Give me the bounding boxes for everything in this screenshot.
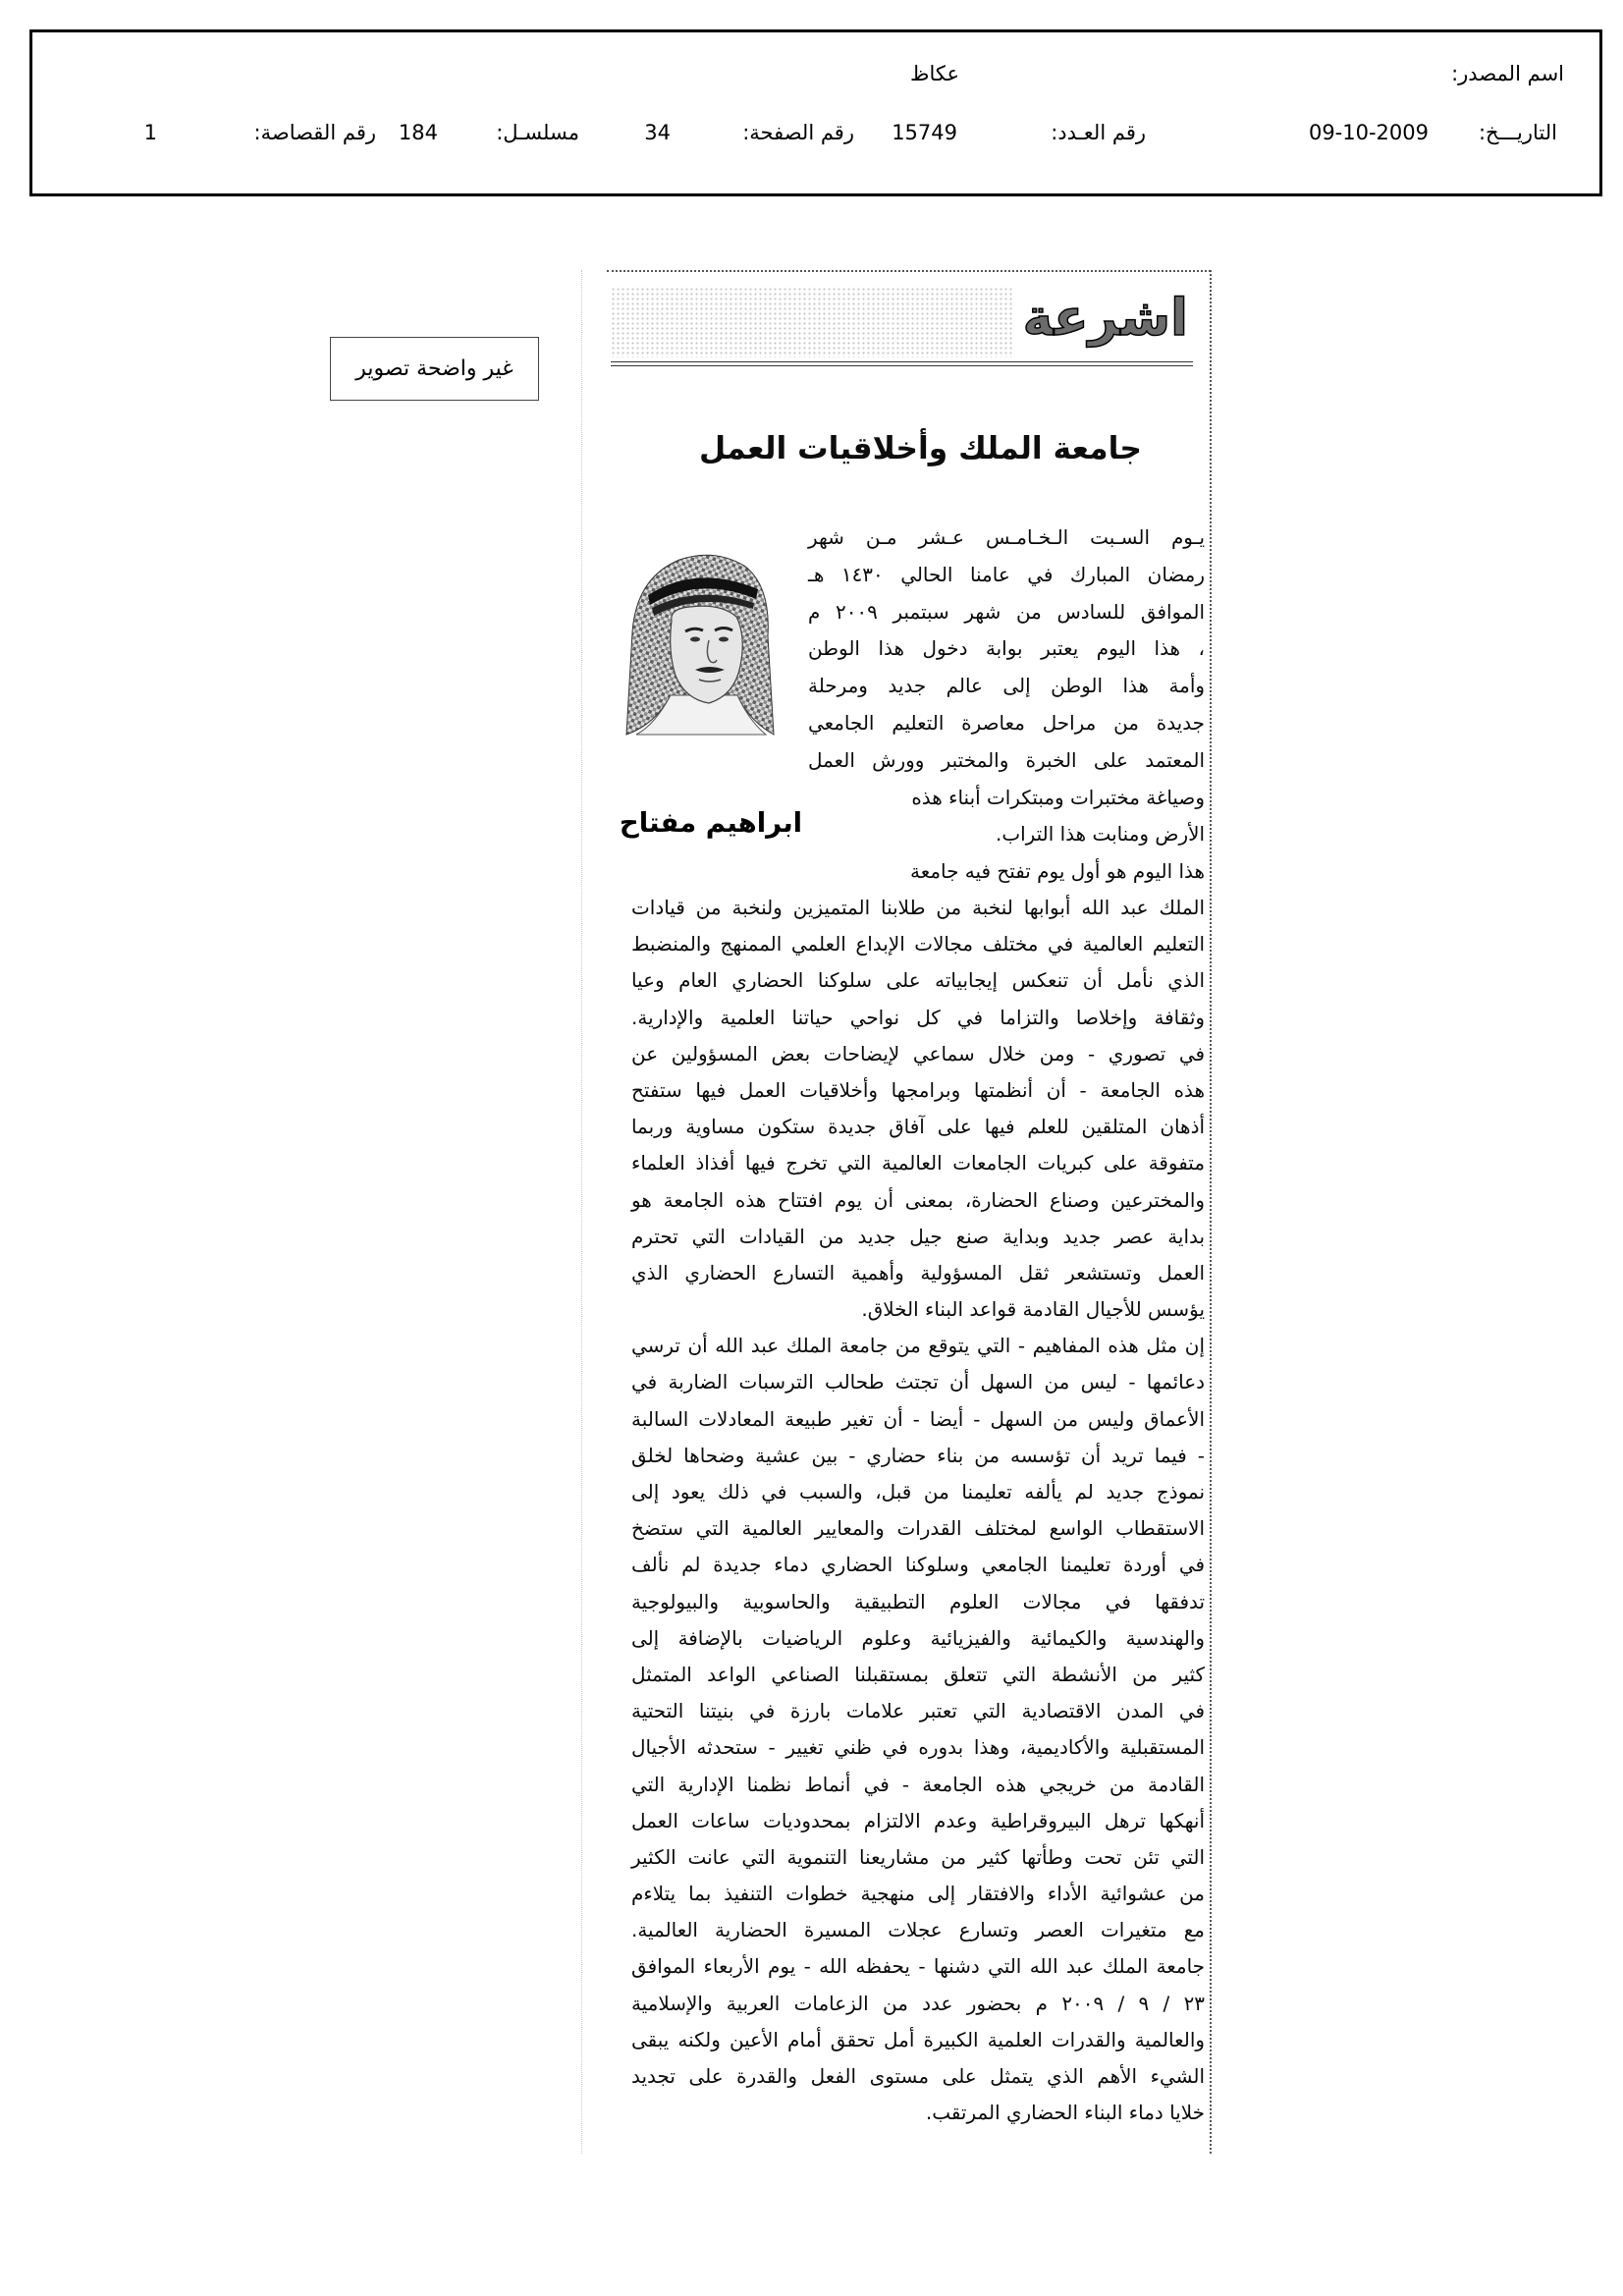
body-line-text: أنهكها ترهل البيروقراطية وعدم الالتزام بمحدوديات ساعات العمل: [631, 1808, 1205, 1832]
body-line-text: وثقافة وإخلاصا والتزاما في كل نواحي حياتنا العلمية والإدارية.: [631, 1005, 1205, 1029]
body-line: [630, 1729, 1205, 1766]
body-line-text: رمضان المبارك في عامنا الحالي ١٤٣٠ هـ: [807, 562, 1205, 586]
body-line: [807, 668, 1205, 705]
body-line: [630, 2095, 1205, 2131]
body-line: [630, 2058, 1205, 2095]
body-line: [807, 853, 1205, 891]
clipping-left-edge: [581, 270, 582, 2154]
left-eye: [690, 637, 700, 642]
body-line: [630, 1547, 1205, 1583]
body-line: [630, 1036, 1205, 1072]
date-label: التاريـــخ:: [1478, 121, 1557, 144]
issue-value: 15749: [892, 121, 957, 144]
page-label: رقم الصفحة:: [742, 121, 854, 144]
body-line: [630, 1401, 1205, 1438]
body-line-text: في أوردة تعليمنا الجامعي وسلوكنا الحضاري دماء جديدة لم نألف: [631, 1553, 1205, 1577]
body-line: [630, 1255, 1205, 1291]
body-line: [630, 1839, 1205, 1876]
body-line-text: التي تئن تحت وطأتها كثير من مشاريعنا التنموية التي عانت الكثير: [631, 1844, 1205, 1869]
clip-number-label: رقم القصاصة:: [253, 121, 376, 144]
body-line: [630, 890, 1205, 926]
body-line: [630, 1291, 1205, 1328]
clip-number-value: 1: [143, 121, 157, 144]
body-line-text: القادمة من خريجي هذه الجامعة - في أنماط نظمنا الإدارية التي: [630, 1772, 1205, 1796]
author-name: [617, 797, 805, 848]
page-value: 34: [644, 121, 671, 144]
body-line: [630, 1510, 1205, 1547]
body-line-text: المستقبلية والأكاديمية، وهذا بدوره في ظني تغيير - ستحدثه الأجيال: [630, 1735, 1205, 1760]
halftone-band: [611, 287, 1013, 357]
body-line-text: بداية عصر جديد وبداية صنع جيل جديد من القيادات التي تحترم: [630, 1224, 1205, 1248]
column-rule: [611, 361, 1193, 366]
body-line: [630, 1219, 1205, 1255]
body-line: [630, 1584, 1205, 1620]
body-line-text: الشيء الأهم الذي يتمثل على مستوى الفعل والقدرة على تجديد: [631, 2064, 1205, 2088]
body-line-text: تدفقها في مجالات العلوم التطبيقية والحاسوبية والبيولوجية: [630, 1589, 1205, 1613]
body-line-text: دعائمها - ليس من السهل أن تجتث طحالب الترسبات الضاربة في: [631, 1370, 1205, 1394]
body-line: [630, 1948, 1205, 1985]
body-line-text: هذا اليوم هو أول يوم تفتح فيه جامعة: [910, 859, 1205, 884]
body-line: [630, 1438, 1205, 1474]
date-value: 09-10-2009: [1308, 121, 1429, 144]
serial-value: 184: [398, 121, 438, 144]
body-line: [630, 1000, 1205, 1036]
body-line-text: وأمة هذا الوطن إلى عالم جديد ومرحلة: [808, 674, 1205, 698]
serial-label: مسلسـل:: [496, 121, 579, 144]
body-line: [630, 1364, 1205, 1400]
article-body-narrow: [807, 519, 1205, 891]
body-line: [630, 1986, 1205, 2022]
body-line: [630, 1767, 1205, 1803]
body-line: [630, 1693, 1205, 1729]
unclear-copy-note: غير واضحة تصوير: [330, 337, 539, 401]
body-line: [630, 926, 1205, 962]
body-line: [630, 1620, 1205, 1657]
header-record-box: [29, 29, 1602, 196]
body-line-text: جديدة من مراحل معاصرة التعليم الجامعي: [808, 710, 1205, 735]
body-line-text: العمل وتستشعر ثقل المسؤولية وأهمية التسارع الحضاري الذي: [631, 1260, 1205, 1285]
body-line: [630, 962, 1205, 999]
body-line: [807, 742, 1205, 780]
body-line-text: الموافق للسادس من شهر سبتمبر ٢٠٠٩ م: [807, 599, 1205, 624]
body-line-text: جامعة الملك عبد الله التي دشنها - يحفظه الله - يوم الأربعاء الموافق: [631, 1954, 1205, 1979]
body-line-text: - فيما تريد أن تؤسسه من بناء حضاري - بين عشية وضحاها لخلق: [631, 1443, 1205, 1467]
body-line-text: خلايا دماء البناء الحضاري المرتقب.: [925, 2101, 1205, 2125]
body-line: [630, 2022, 1205, 2058]
body-line: [630, 1328, 1205, 1364]
clipping-right-edge: [1210, 270, 1212, 2154]
body-line-text: يؤسس للأجيال القادمة قواعد البناء الخلاق.: [861, 1297, 1205, 1322]
body-line-text: في المدن الاقتصادية التي تعتبر علامات بارزة في بنيتنا التحتية: [631, 1699, 1205, 1723]
body-line-text: أذهان المتلقين للعلم فيها على آفاق جديدة ستكون مساوية وربما: [630, 1115, 1205, 1139]
body-line: [807, 630, 1205, 668]
body-line-text: ، هذا اليوم يعتبر بوابة دخول هذا الوطن: [807, 636, 1205, 661]
body-line: [630, 1474, 1205, 1510]
author-photo: [611, 538, 781, 737]
body-line-text: مع متغيرات العصر وتسارع عجلات المسيرة الحضارية العالمية.: [631, 1918, 1205, 1942]
author-photo-svg: [611, 538, 781, 737]
body-line-text: في تصوري - ومن خلال سماعي لإيضاحات بعض المسؤولين عن: [631, 1041, 1205, 1066]
body-line: [807, 557, 1205, 594]
body-line-text: كثير من الأنشطة التي تتعلق بمستقبلنا الصناعي الواعد المتمثل: [631, 1662, 1205, 1686]
body-line-text: الذي نأمل أن تنعكس إيجابياته على سلوكنا الحضاري العام وعيا: [630, 968, 1205, 993]
body-line-text: إن مثل هذه المفاهيم - التي يتوقع من جامعة الملك عبد الله أن ترسي: [631, 1334, 1205, 1358]
body-line: [807, 780, 1205, 817]
body-line-text: يـوم السـبت الـخـامـس عـشر مـن شهر: [807, 525, 1205, 549]
body-line-text: والمخترعين وصناع الحضارة، بمعنى أن يوم افتتاح هذه الجامعة هو: [631, 1187, 1205, 1212]
body-line-text: والعالمية والقدرات العلمية الكبيرة أمل تحقق أمام الأعين ولكنه يبقى: [631, 2027, 1205, 2051]
body-line: [630, 1109, 1205, 1145]
body-line-text: الأعماق وليس من السهل - أيضا - أن تغير طبيعة المعادلات السالبة: [631, 1406, 1205, 1431]
right-eye: [719, 637, 729, 642]
body-line-text: متفوقة على كبريات الجامعات العالمية التي تخرج فيها أفذاذ العلماء: [630, 1151, 1205, 1175]
body-line: [630, 1657, 1205, 1693]
source-value: عكاظ: [910, 62, 959, 85]
body-line-text: الأرض ومنابت هذا التراب.: [996, 822, 1205, 847]
body-line: [807, 705, 1205, 742]
body-line: [807, 816, 1205, 853]
issue-label: رقم العـدد:: [1051, 121, 1146, 144]
body-line: [630, 1876, 1205, 1912]
body-line-text: والهندسية والكيمائية والفيزيائية وعلوم الرياضيات بالإضافة إلى: [630, 1625, 1205, 1650]
column-logo: [1006, 287, 1188, 350]
article-headline-text: جامعة الملك وأخلاقيات العمل: [699, 431, 1142, 466]
article-headline: [692, 414, 1149, 483]
body-line: [630, 1803, 1205, 1839]
body-line: [630, 1182, 1205, 1219]
author-name-text: ابراهيم مفتاح: [619, 807, 803, 839]
body-line-text: المعتمد على الخبرة والمختبر وورش العمل: [808, 747, 1205, 772]
article-body-full: [630, 890, 1205, 2131]
source-label: اسم المصدر:: [1451, 62, 1564, 85]
column-logo-text: اشرعة: [1022, 289, 1188, 348]
body-line: [630, 1145, 1205, 1181]
body-line-text: الاستقطاب الواسع لمختلف القدرات والمعايير العالمية التي ستضخ: [631, 1516, 1205, 1541]
body-line: [630, 1072, 1205, 1109]
body-line: [807, 594, 1205, 631]
clipping-top-edge: [607, 270, 1211, 272]
body-line: [807, 519, 1205, 557]
body-line-text: وصياغة مختبرات ومبتكرات أبناء هذه: [911, 785, 1205, 809]
body-line-text: نموذج جديد لم يألفه تعليمنا من قبل، والسبب في ذلك يعود إلى: [631, 1480, 1205, 1503]
body-line-text: ٢٣ / ٩ / ٢٠٠٩ م بحضور عدد من الزعامات العربية والإسلامية: [630, 1991, 1205, 2015]
body-line-text: الملك عبد الله أبوابها لنخبة من طلابنا المتميزين ولنخبة من قيادات: [631, 896, 1205, 919]
body-line-text: من عشوائية الأداء والافتقار إلى منهجية خطوات التنفيذ بما يتلاءم: [631, 1882, 1205, 1906]
body-line-text: التعليم العالمية في مختلف مجالات الإبداع العلمي الممنهج والمنضبط: [630, 932, 1205, 957]
body-line-text: هذه الجامعة - أن أنظمتها وبرامجها وأخلاقيات العمل فيها ستفتح: [630, 1077, 1205, 1102]
body-line: [630, 1912, 1205, 1948]
